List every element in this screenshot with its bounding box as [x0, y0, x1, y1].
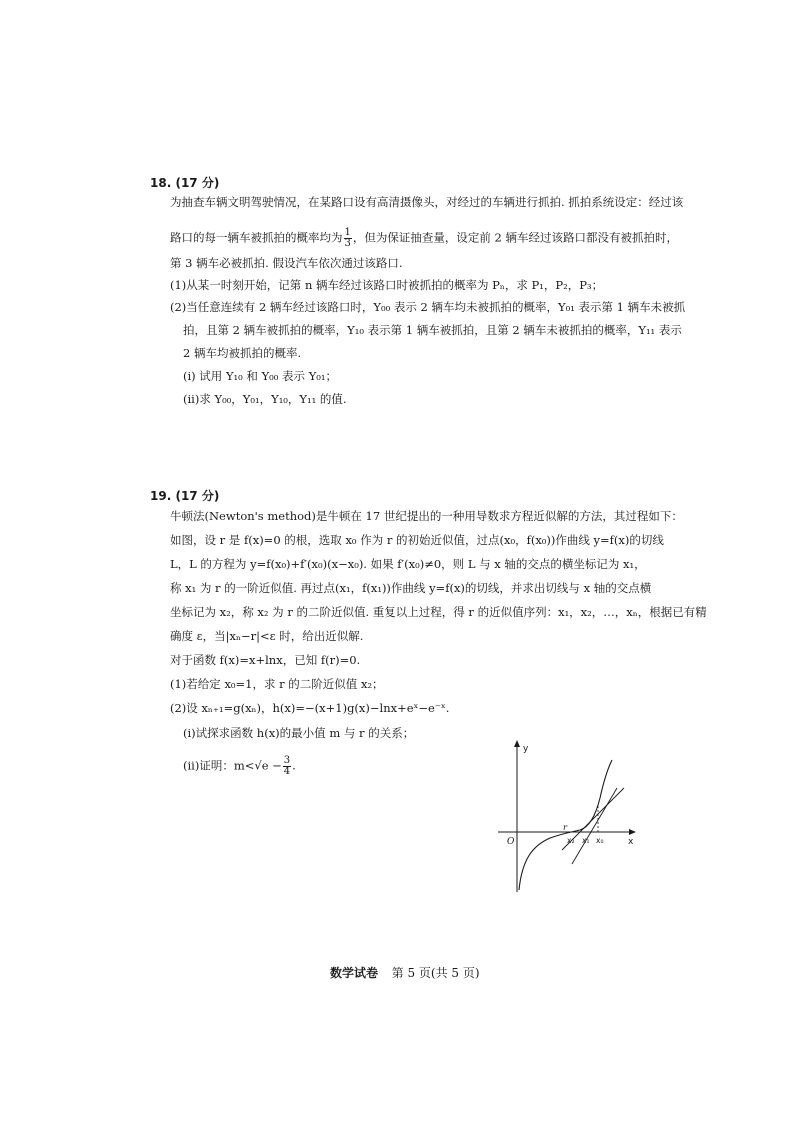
- q18-frac-den: 3: [344, 238, 351, 249]
- x1-label: x₁: [582, 836, 590, 845]
- q19-points: (17 分): [175, 489, 220, 503]
- page-footer: [330, 964, 480, 981]
- x-axis-arrow-icon: [629, 829, 636, 835]
- q19-line-3: L，L 的方程为 y=f(x₀)+f′(x₀)(x−x₀). 如果 f′(x₀)≠0，则 L 与 x 轴的交点的横坐标记为 x₁，: [170, 557, 646, 571]
- q19-line-11-tail: .: [292, 758, 296, 773]
- q19-fraction: [283, 756, 291, 777]
- q18-line-9: (ii)求 Y₀₀，Y₀₁，Y₁₀，Y₁₁ 的值.: [183, 392, 347, 406]
- q18-line-1: 为抽查车辆文明驾驶情况，在某路口设有高清摄像头，对经过的车辆进行抓拍. 抓拍系统设定：经过该: [170, 195, 684, 209]
- q19-line-2: 如图，设 r 是 f(x)=0 的根，选取 x₀ 作为 r 的初始近似值，过点(x₀，f(x₀))作曲线 y=f(x)的切线: [170, 533, 664, 547]
- y-axis-arrow-icon: [514, 740, 520, 747]
- q18-line-5: (2)当任意连续有 2 辆车经过该路口时，Y₀₀ 表示 2 辆车均未被抓拍的概率，Y₀₁ 表示第 1 辆车未被抓: [170, 300, 686, 314]
- q19-line-1: 牛顿法(Newton's method)是牛顿在 17 世纪提出的一种用导数求方程近似解的方法，其过程如下：: [170, 509, 683, 523]
- q18-line-2-text: 路口的每一辆车被抓拍的概率均为: [170, 230, 343, 245]
- q19-number: 19.: [150, 489, 172, 503]
- q18-line-6: 拍，且第 2 辆车被抓拍的概率，Y₁₀ 表示第 1 辆车被抓拍，且第 2 辆车未被抓拍的概率，Y₁₁ 表示: [183, 323, 682, 337]
- q19-line-5: 坐标记为 x₂，称 x₂ 为 r 的二阶近似值. 重复以上过程，得 r 的近似值序列：x₁，x₂，…，xₙ，根据已有精: [170, 605, 707, 619]
- q18-line-7: 2 辆车均被抓拍的概率.: [183, 346, 302, 360]
- q18-points: (17 分): [175, 176, 220, 190]
- x2-label: x₂: [567, 836, 575, 845]
- q19-line-11-text: (ii)证明：m<√e −: [183, 758, 282, 773]
- q18-heading: [150, 174, 219, 191]
- footer-page-number: 第 5 页(共 5 页): [391, 966, 480, 980]
- q18-line-2: [170, 228, 678, 249]
- origin-label: O: [507, 837, 515, 847]
- newton-method-figure: [492, 738, 642, 896]
- q18-line-4: (1)从某一时刻开始，记第 n 辆车经过该路口时被抓拍的概率为 Pₙ，求 P₁，P₂，P₃；: [170, 278, 604, 292]
- q19-frac-den: 4: [283, 766, 291, 777]
- y-axis-label: y: [523, 744, 529, 754]
- q18-frac-num: 1: [344, 227, 351, 238]
- q18-line-3: 第 3 辆车必被抓拍. 假设汽车依次通过该路口.: [170, 256, 403, 270]
- q19-line-7: 对于函数 f(x)=x+lnx，已知 f(r)=0.: [170, 653, 361, 667]
- q19-line-4: 称 x₁ 为 r 的一阶近似值. 再过点(x₁，f(x₁))作曲线 y=f(x)的切线，并求出切线与 x 轴的交点横: [170, 581, 652, 595]
- q19-heading: [150, 487, 219, 504]
- tangent-line-L: [572, 788, 617, 864]
- q19-line-10: (i)试探求函数 h(x)的最小值 m 与 r 的关系；: [183, 726, 415, 740]
- newton-figure-svg: [492, 738, 642, 896]
- q19-line-6: 确度 ε，当|xₙ−r|<ε 时，给出近似解.: [170, 629, 364, 643]
- q19-frac-num: 3: [283, 755, 291, 766]
- q18-number: 18.: [150, 176, 172, 190]
- x-axis-label: x: [628, 837, 634, 847]
- footer-subject: 数学试卷: [330, 966, 379, 980]
- q18-line-8: (i) 试用 Y₁₀ 和 Y₀₀ 表示 Y₀₁；: [183, 369, 338, 383]
- q18-fraction: [344, 228, 352, 249]
- x0-label: x₀: [596, 836, 604, 845]
- q19-line-9: (2)设 xₙ₊₁=g(xₙ)，h(x)=−(x+1)g(x)−lnx+eˣ−e⁻ˣ.: [170, 701, 450, 715]
- q19-line-8: (1)若给定 x₀=1，求 r 的二阶近似值 x₂；: [170, 677, 384, 691]
- q18-line-2-rest: ，但为保证抽查量，设定前 2 辆车经过该路口都没有被抓拍时，: [352, 230, 678, 245]
- q19-line-11: [183, 756, 296, 777]
- root-r-label: r: [563, 823, 568, 833]
